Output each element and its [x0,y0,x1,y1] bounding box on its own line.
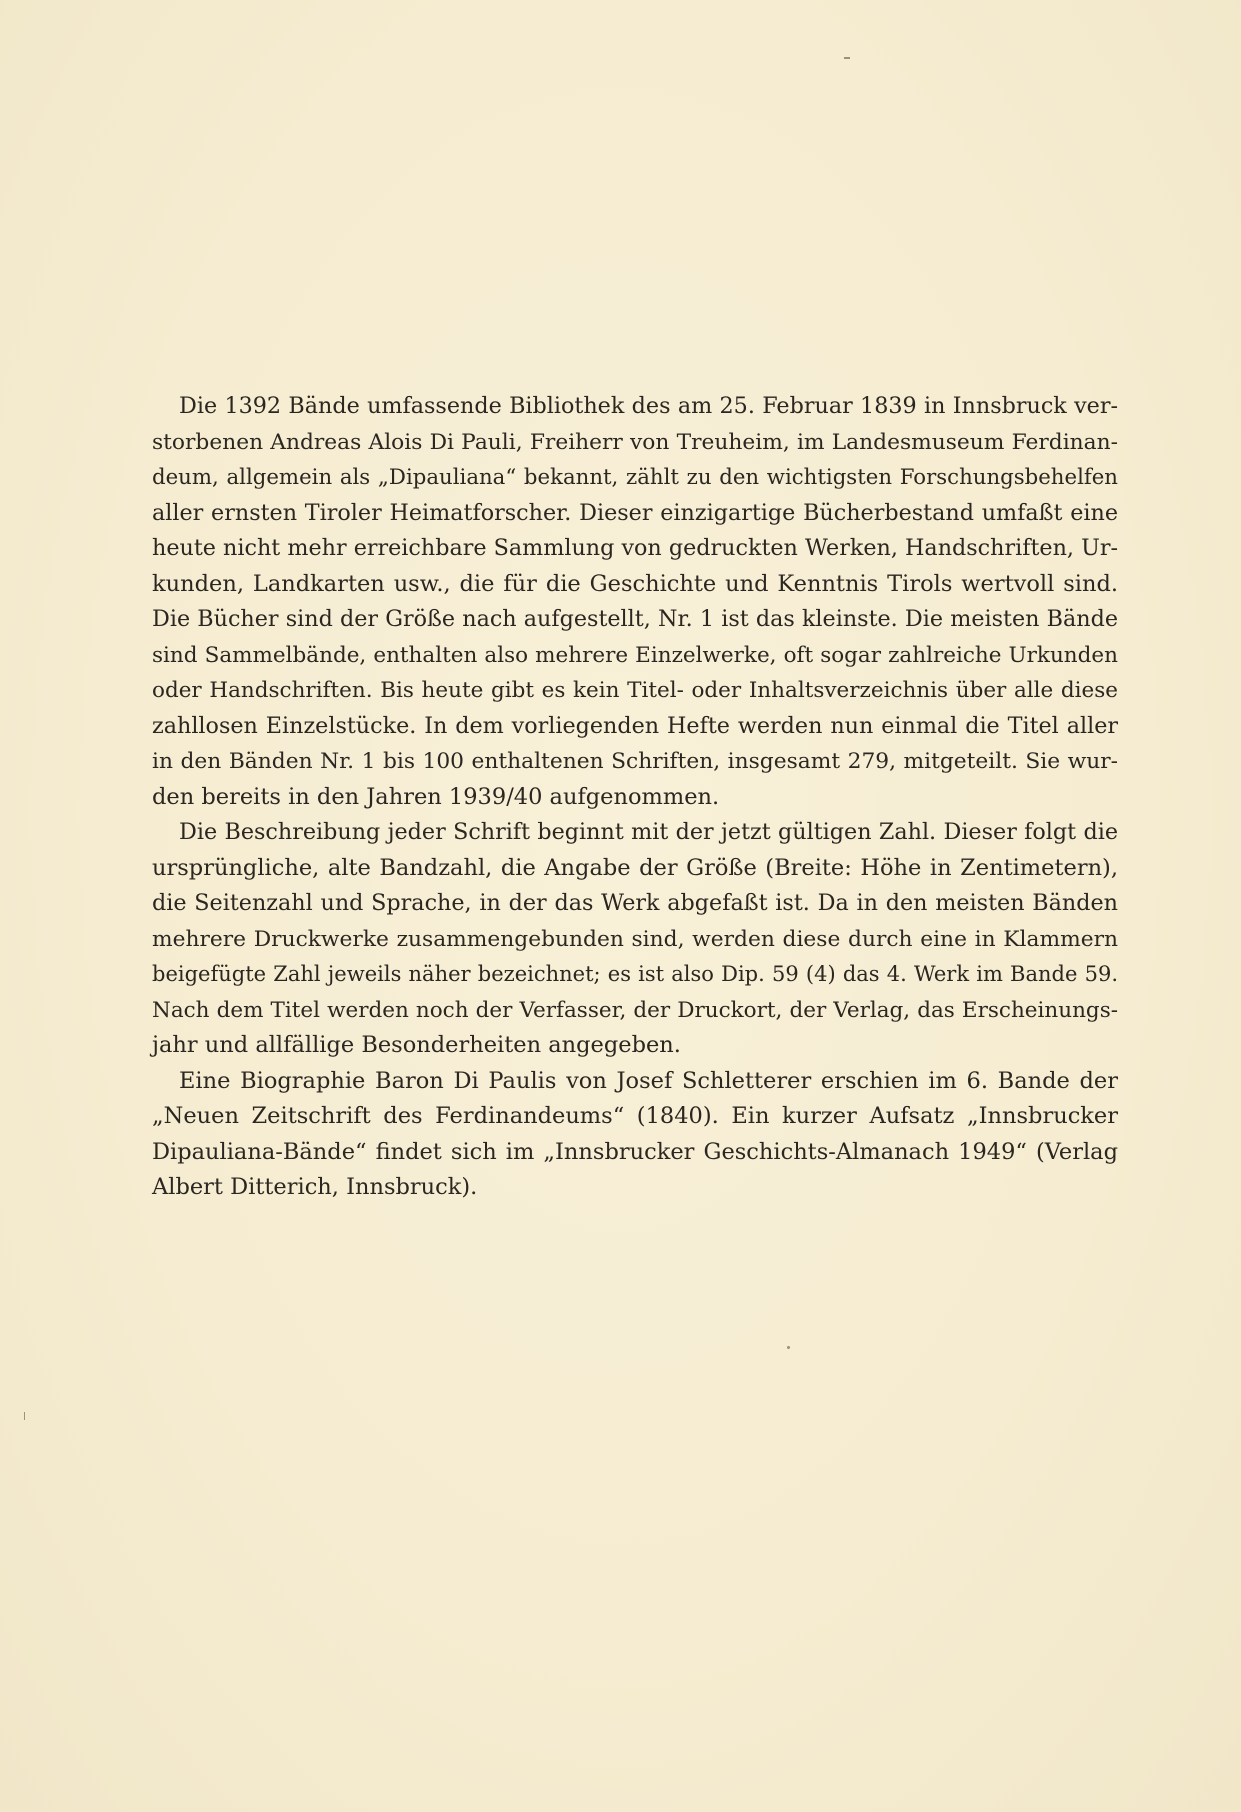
paragraph-1 [125,389,1118,815]
text-line: Nach dem Titel werden noch der Verfasser, der Druckort, der Verlag, das Erscheinungs- [152,997,1118,1023]
speck [24,1412,25,1420]
speck [787,1346,790,1349]
paragraph-2 [125,815,1118,1064]
text-line: mehrere Druckwerke zusammengebunden sind, werden diese durch eine in Klammern [152,926,1118,952]
intro-text [125,389,1118,1206]
text-line: Eine Biographie Baron Di Paulis von Josef Schletterer erschien im 6. Bande der [179,1067,1118,1094]
text-line: kunden, Landkarten usw., die für die Geschichte und Kenntnis Tirols wertvoll sind. [152,570,1118,597]
text-line: Albert Ditterich, Innsbruck). [152,1174,478,1200]
text-line: ursprüngliche, alte Bandzahl, die Angabe der Größe (Breite: Höhe in Zentimetern), [152,854,1118,881]
text-line: oder Handschriften. Bis heute gibt es kein Titel- oder Inhaltsverzeichnis über alle diese [152,678,1118,703]
text-line: deum, allgemein als „Dipauliana“ bekannt, zählt zu den wichtigsten Forschungsbehelfen [152,465,1118,490]
text-line: die Seitenzahl und Sprache, in der das Werk abgefaßt ist. Da in den meisten Bänden [152,890,1118,916]
text-line: heute nicht mehr erreichbare Sammlung von gedruckten Werken, Handschriften, Ur- [152,535,1118,561]
text-line: in den Bänden Nr. 1 bis 100 enthaltenen Schriften, insgesamt 279, mitgeteilt. Sie wur- [152,749,1118,774]
text-line: storbenen Andreas Alois Di Pauli, Freiherr von Treuheim, im Landesmuseum Ferdinan- [152,429,1118,455]
text-line: den bereits in den Jahren 1939/40 aufgenommen. [152,783,720,810]
speck [844,57,850,59]
text-line: sind Sammelbände, enthalten also mehrere Einzelwerke, oft sogar zahlreiche Urkunden [152,642,1118,668]
text-line: jahr und allfällige Besonderheiten angegeben. [152,1032,681,1058]
paragraph-3 [125,1064,1118,1206]
text-line: beigefügte Zahl jeweils näher bezeichnet; es ist also Dip. 59 (4) das 4. Werk im Bande 59. [152,962,1118,986]
text-line: Die Beschreibung jeder Schrift beginnt mit der jetzt gültigen Zahl. Dieser folgt die [179,819,1118,845]
text-line: „Neuen Zeitschrift des Ferdinandeums“ (1840). Ein kurzer Aufsatz „Innsbrucker [152,1103,1118,1129]
text-line: aller ernsten Tiroler Heimatforscher. Dieser einzigartige Bücherbestand umfaßt eine [152,499,1118,526]
text-line: Dipauliana-Bände“ findet sich im „Innsbrucker Geschichts-Almanach 1949“ (Verlag [152,1138,1118,1165]
text-line: zahllosen Einzelstücke. In dem vorliegenden Hefte werden nun einmal die Titel aller [152,712,1118,739]
text-line: Die Bücher sind der Größe nach aufgestellt, Nr. 1 ist das kleinste. Die meisten Bände [152,606,1118,632]
text-line: Die 1392 Bände umfassende Bibliothek des am 25. Februar 1839 in Innsbruck ver- [179,393,1118,419]
